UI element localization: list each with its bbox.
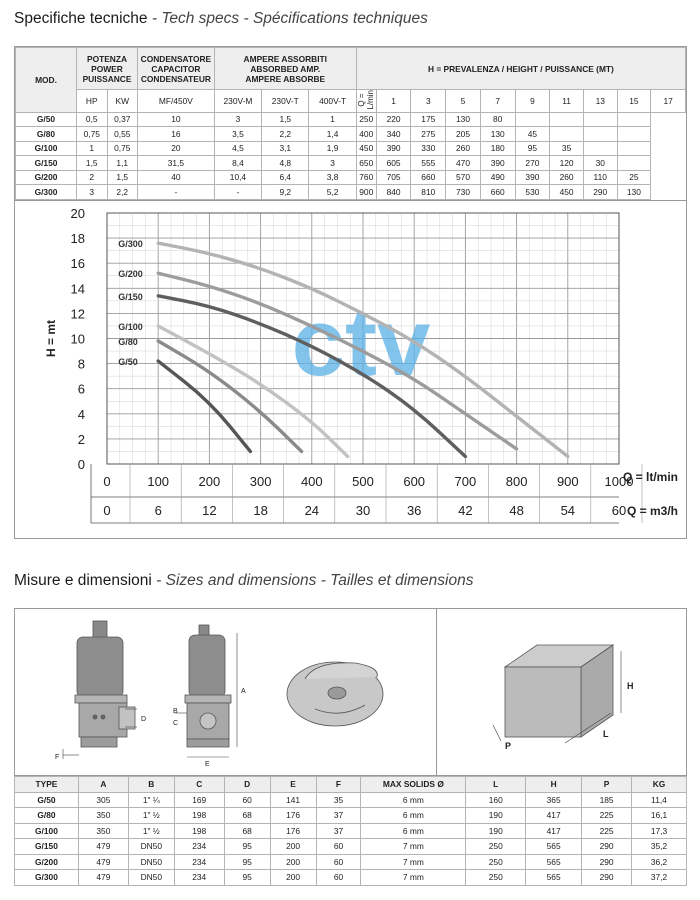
x-tick-lmin: 500 xyxy=(352,474,374,489)
flow-cell: 570 xyxy=(446,170,481,185)
capacitor-header-en: CAPACITOR xyxy=(151,63,201,74)
head-value-header: 3 xyxy=(411,90,446,113)
dim-header-cell: TYPE xyxy=(15,777,79,793)
dim-value-cell: 60 xyxy=(316,854,361,870)
dim-value-cell: 200 xyxy=(270,870,316,886)
model-cell: G/200 xyxy=(16,170,77,185)
a230m-cell: 4,5 xyxy=(214,141,261,156)
flow-cell: 80 xyxy=(480,112,515,127)
dim-header-cell: MAX SOLIDS Ø xyxy=(361,777,466,793)
flow-cell xyxy=(515,112,550,127)
dim-value-cell: 11,4 xyxy=(632,792,687,808)
dim-value-cell: 250 xyxy=(466,839,526,855)
x-tick-m3h: 42 xyxy=(458,503,473,518)
hp-cell: 2 xyxy=(77,170,108,185)
mf-cell: 16 xyxy=(138,127,215,142)
dim-value-cell: 234 xyxy=(174,839,224,855)
ampere-header-en: ABSORBED AMP. xyxy=(250,63,321,74)
dim-type-cell: G/50 xyxy=(15,792,79,808)
dim-header-cell: H xyxy=(526,777,582,793)
dim-value-cell: 365 xyxy=(526,792,582,808)
flow-cell: 175 xyxy=(411,112,446,127)
a400t-cell: 1,4 xyxy=(309,127,356,142)
q-axis-label: Q = L/min xyxy=(357,90,376,110)
dim-section-title xyxy=(14,572,473,590)
dim-label-e: E xyxy=(205,761,210,768)
a400t-subheader: 400V-T xyxy=(309,90,356,113)
capacitor-header-fr: CONDENSATEUR xyxy=(140,73,211,84)
dim-value-cell: 37 xyxy=(316,823,361,839)
head-value-header: 17 xyxy=(651,90,686,113)
dim-value-cell: 479 xyxy=(78,870,128,886)
capacitor-header xyxy=(138,48,215,90)
dim-value-cell: 95 xyxy=(224,854,270,870)
dim-value-cell: 68 xyxy=(224,823,270,839)
a230t-subheader: 230V-T xyxy=(262,90,309,113)
spec-title-main: Specifiche tecniche xyxy=(14,10,148,27)
dim-value-cell: 200 xyxy=(270,839,316,855)
head-value-header: 9 xyxy=(515,90,550,113)
dim-row xyxy=(15,823,687,839)
dim-table-frame xyxy=(14,776,687,886)
flow-cell: 275 xyxy=(411,127,446,142)
dim-value-cell: 60 xyxy=(224,792,270,808)
model-cell: G/150 xyxy=(16,156,77,171)
dim-value-cell: 95 xyxy=(224,870,270,886)
dim-value-cell: 176 xyxy=(270,823,316,839)
dim-value-cell: 234 xyxy=(174,854,224,870)
model-cell: G/50 xyxy=(16,112,77,127)
a400t-cell: 1,9 xyxy=(309,141,356,156)
x-tick-m3h: 12 xyxy=(202,503,217,518)
series-label: G/200 xyxy=(118,269,143,280)
flow-cell: 130 xyxy=(617,185,651,200)
dim-value-cell: 68 xyxy=(224,808,270,824)
flow-cell: 470 xyxy=(446,156,481,171)
flow-cell: 900 xyxy=(356,185,376,200)
dim-value-cell: 1" ½ xyxy=(128,808,174,824)
dim-title-main: Misure e dimensioni xyxy=(14,572,152,589)
flow-cell: 180 xyxy=(480,141,515,156)
dim-value-cell: 290 xyxy=(582,839,632,855)
capacitor-header-it: CONDENSATORE xyxy=(140,53,212,64)
flow-cell: 660 xyxy=(411,170,446,185)
hp-cell: 3 xyxy=(77,185,108,200)
dim-header-cell: F xyxy=(316,777,361,793)
dim-value-cell: 290 xyxy=(582,854,632,870)
flow-cell: 120 xyxy=(550,156,584,171)
dim-value-cell: 350 xyxy=(78,823,128,839)
dim-type-cell: G/100 xyxy=(15,823,79,839)
dim-header-cell: E xyxy=(270,777,316,793)
dim-value-cell: 60 xyxy=(316,870,361,886)
model-cell: G/300 xyxy=(16,185,77,200)
dim-value-cell: 417 xyxy=(526,808,582,824)
spec-row xyxy=(16,141,686,156)
dim-value-cell: 6 mm xyxy=(361,808,466,824)
dim-value-cell: 16,1 xyxy=(632,808,687,824)
dim-row xyxy=(15,839,687,855)
flow-cell: 730 xyxy=(446,185,481,200)
flow-cell: 330 xyxy=(411,141,446,156)
performance-chart-frame xyxy=(14,193,687,539)
x-tick-m3h: 24 xyxy=(304,503,320,518)
mf-cell: 31,5 xyxy=(138,156,215,171)
dim-value-cell: 250 xyxy=(466,854,526,870)
dim-value-cell: 7 mm xyxy=(361,854,466,870)
dim-value-cell: 35,2 xyxy=(632,839,687,855)
dim-header-cell: B xyxy=(128,777,174,793)
dim-row xyxy=(15,854,687,870)
spec-section-title xyxy=(14,10,428,28)
model-cell: G/80 xyxy=(16,127,77,142)
dim-header-cell: D xyxy=(224,777,270,793)
spec-table-frame xyxy=(14,46,687,201)
flow-cell xyxy=(550,112,584,127)
flow-cell: 270 xyxy=(515,156,550,171)
a230t-cell: 2,2 xyxy=(262,127,309,142)
dim-header-cell: C xyxy=(174,777,224,793)
flow-cell: 555 xyxy=(411,156,446,171)
dim-value-cell: 565 xyxy=(526,854,582,870)
dim-title-sub: - Sizes and dimensions - Tailles et dimensions xyxy=(151,572,474,589)
flow-cell xyxy=(583,141,617,156)
power-header-fr: PUISSANCE xyxy=(82,73,132,84)
dim-value-cell: 350 xyxy=(78,808,128,824)
mf-subheader: MF/450V xyxy=(138,90,215,113)
x-tick-m3h: 0 xyxy=(103,503,111,518)
power-header-en: POWER xyxy=(91,63,123,74)
flow-cell xyxy=(617,127,651,142)
a230m-cell: - xyxy=(214,185,261,200)
flow-cell xyxy=(583,127,617,142)
flow-cell: 95 xyxy=(515,141,550,156)
flow-cell: 290 xyxy=(583,185,617,200)
head-value-header: 15 xyxy=(617,90,651,113)
spec-table xyxy=(15,47,686,200)
kw-cell: 0,37 xyxy=(107,112,138,127)
flow-cell: 110 xyxy=(583,170,617,185)
x-tick-m3h: 54 xyxy=(560,503,576,518)
q-axis-cell xyxy=(356,90,376,113)
a230t-cell: 9,2 xyxy=(262,185,309,200)
drawings-svg xyxy=(15,609,686,775)
a230m-cell: 3 xyxy=(214,112,261,127)
dim-value-cell: DN50 xyxy=(128,839,174,855)
dim-value-cell: 95 xyxy=(224,839,270,855)
x-tick-lmin: 100 xyxy=(147,474,170,489)
spec-title-sub: - Tech specs - Spécifications techniques xyxy=(147,10,428,27)
dim-value-cell: 160 xyxy=(466,792,526,808)
flow-cell: 605 xyxy=(376,156,411,171)
x-tick-m3h: 36 xyxy=(406,503,422,518)
flow-cell: 650 xyxy=(356,156,376,171)
x-axis-label-lmin: Q = lt/min xyxy=(622,470,678,484)
a230m-cell: 8,4 xyxy=(214,156,261,171)
dim-value-cell: 565 xyxy=(526,870,582,886)
x-tick-m3h: 60 xyxy=(611,503,627,518)
mf-cell: 20 xyxy=(138,141,215,156)
packaging-box xyxy=(505,645,613,737)
a230t-cell: 3,1 xyxy=(262,141,309,156)
y-tick-label: 12 xyxy=(70,306,85,322)
dim-value-cell: 225 xyxy=(582,808,632,824)
dim-row xyxy=(15,870,687,886)
dim-type-cell: G/200 xyxy=(15,854,79,870)
spec-row xyxy=(16,127,686,142)
x-tick-lmin: 200 xyxy=(198,474,221,489)
head-value-header: 13 xyxy=(583,90,617,113)
flow-cell: 760 xyxy=(356,170,376,185)
a230t-cell: 6,4 xyxy=(262,170,309,185)
dim-label-c: C xyxy=(173,720,179,727)
a400t-cell: 5,2 xyxy=(309,185,356,200)
x-axis-label-m3h: Q = m3/h xyxy=(626,504,678,518)
series-label: G/150 xyxy=(118,291,143,302)
dim-value-cell: 141 xyxy=(270,792,316,808)
dim-header-row xyxy=(15,777,687,793)
dim-value-cell: 1" ½ xyxy=(128,823,174,839)
flow-cell: 810 xyxy=(411,185,446,200)
dim-header-cell: A xyxy=(78,777,128,793)
spec-row xyxy=(16,170,686,185)
dim-value-cell: 6 mm xyxy=(361,792,466,808)
dim-type-cell: G/80 xyxy=(15,808,79,824)
dim-value-cell: 290 xyxy=(582,870,632,886)
head-header: H = PREVALENZA / HEIGHT / PUISSANCE (MT) xyxy=(356,48,685,90)
flow-cell: 205 xyxy=(446,127,481,142)
x-tick-m3h: 6 xyxy=(154,503,162,518)
flow-cell: 705 xyxy=(376,170,411,185)
x-tick-lmin: 0 xyxy=(103,474,111,489)
flow-cell: 35 xyxy=(550,141,584,156)
flow-cell: 130 xyxy=(480,127,515,142)
dim-value-cell: 198 xyxy=(174,823,224,839)
a400t-cell: 3 xyxy=(309,156,356,171)
flow-cell: 660 xyxy=(480,185,515,200)
kw-cell: 2,2 xyxy=(107,185,138,200)
spec-subheader-row xyxy=(16,90,686,113)
x-tick-lmin: 300 xyxy=(249,474,272,489)
ampere-header-it: AMPERE ASSORBITI xyxy=(243,53,327,64)
dim-value-cell: 176 xyxy=(270,808,316,824)
head-value-header: 7 xyxy=(480,90,515,113)
flow-cell: 30 xyxy=(583,156,617,171)
y-tick-label: 20 xyxy=(70,206,85,221)
dim-value-cell: 200 xyxy=(270,854,316,870)
flow-cell xyxy=(583,112,617,127)
impeller-drawing xyxy=(287,662,383,726)
kw-cell: 1,5 xyxy=(107,170,138,185)
dim-value-cell: 35 xyxy=(316,792,361,808)
flow-cell: 450 xyxy=(356,141,376,156)
flow-cell: 220 xyxy=(376,112,411,127)
dim-value-cell: 185 xyxy=(582,792,632,808)
dim-value-cell: DN50 xyxy=(128,870,174,886)
flow-cell xyxy=(617,112,651,127)
curve-g50 xyxy=(158,361,250,451)
watermark-logo: ctv xyxy=(291,289,431,396)
y-tick-label: 8 xyxy=(77,356,85,372)
spec-row xyxy=(16,112,686,127)
hp-cell: 1,5 xyxy=(77,156,108,171)
box-label-l: L xyxy=(603,729,609,739)
dim-header-cell: KG xyxy=(632,777,687,793)
dim-value-cell: 234 xyxy=(174,870,224,886)
ampere-header xyxy=(214,48,356,90)
series-label: G/80 xyxy=(118,337,138,348)
box-label-p: P xyxy=(505,741,512,751)
head-value-header: 1 xyxy=(376,90,411,113)
flow-cell: 25 xyxy=(617,170,651,185)
dim-value-cell: 479 xyxy=(78,839,128,855)
dim-header-cell: L xyxy=(466,777,526,793)
flow-cell: 400 xyxy=(356,127,376,142)
dim-value-cell: 565 xyxy=(526,839,582,855)
flow-cell: 260 xyxy=(550,170,584,185)
mf-cell: 10 xyxy=(138,112,215,127)
y-tick-label: 6 xyxy=(77,381,85,397)
flow-cell: 45 xyxy=(515,127,550,142)
flow-cell: 450 xyxy=(550,185,584,200)
head-value-header: 5 xyxy=(446,90,481,113)
dim-value-cell: 7 mm xyxy=(361,870,466,886)
dim-value-cell: DN50 xyxy=(128,854,174,870)
dim-value-cell: 36,2 xyxy=(632,854,687,870)
dim-value-cell: 225 xyxy=(582,823,632,839)
y-tick-label: 10 xyxy=(70,331,85,347)
pump-front-view xyxy=(75,621,135,747)
x-tick-lmin: 600 xyxy=(403,474,426,489)
x-tick-lmin: 1000 xyxy=(604,474,634,489)
kw-cell: 1,1 xyxy=(107,156,138,171)
flow-cell: 530 xyxy=(515,185,550,200)
flow-cell: 390 xyxy=(480,156,515,171)
dim-type-cell: G/150 xyxy=(15,839,79,855)
x-tick-lmin: 900 xyxy=(556,474,579,489)
series-label: G/50 xyxy=(118,357,138,368)
dim-label-b: B xyxy=(173,708,178,715)
dimension-drawings xyxy=(14,608,687,776)
flow-cell: 340 xyxy=(376,127,411,142)
flow-cell: 260 xyxy=(446,141,481,156)
dim-value-cell: 169 xyxy=(174,792,224,808)
hp-subheader: HP xyxy=(77,90,108,113)
model-cell: G/100 xyxy=(16,141,77,156)
power-header xyxy=(77,48,138,90)
kw-cell: 0,55 xyxy=(107,127,138,142)
dim-header-cell: P xyxy=(582,777,632,793)
flow-cell: 390 xyxy=(376,141,411,156)
y-tick-label: 4 xyxy=(77,406,85,422)
flow-cell: 390 xyxy=(515,170,550,185)
box-label-h: H xyxy=(627,681,634,691)
y-tick-label: 16 xyxy=(70,256,85,272)
series-label: G/100 xyxy=(118,321,143,332)
dim-value-cell: 60 xyxy=(316,839,361,855)
a230m-subheader: 230V-M xyxy=(214,90,261,113)
y-tick-label: 2 xyxy=(77,431,85,447)
dim-value-cell: 6 mm xyxy=(361,823,466,839)
y-tick-label: 0 xyxy=(77,457,85,472)
flow-cell: 490 xyxy=(480,170,515,185)
flow-cell xyxy=(550,127,584,142)
mod-header: MOD. xyxy=(16,48,77,113)
head-value-header: 11 xyxy=(550,90,584,113)
hp-cell: 0,5 xyxy=(77,112,108,127)
spec-row xyxy=(16,156,686,171)
x-tick-m3h: 18 xyxy=(253,503,268,518)
a230t-cell: 4,8 xyxy=(262,156,309,171)
performance-chart xyxy=(15,193,686,538)
a400t-cell: 1 xyxy=(309,112,356,127)
flow-cell: 250 xyxy=(356,112,376,127)
dim-value-cell: 250 xyxy=(466,870,526,886)
series-label: G/300 xyxy=(118,239,143,250)
a230m-cell: 3,5 xyxy=(214,127,261,142)
dim-value-cell: 17,3 xyxy=(632,823,687,839)
flow-cell xyxy=(617,141,651,156)
flow-cell: 840 xyxy=(376,185,411,200)
dim-row xyxy=(15,808,687,824)
dim-value-cell: 37,2 xyxy=(632,870,687,886)
x-tick-lmin: 400 xyxy=(300,474,323,489)
pump-side-view xyxy=(185,625,231,747)
mf-cell: 40 xyxy=(138,170,215,185)
dim-value-cell: 417 xyxy=(526,823,582,839)
dim-value-cell: 1" ¼ xyxy=(128,792,174,808)
x-tick-m3h: 48 xyxy=(509,503,524,518)
hp-cell: 1 xyxy=(77,141,108,156)
y-tick-label: 18 xyxy=(70,231,85,247)
dim-value-cell: 305 xyxy=(78,792,128,808)
dim-value-cell: 190 xyxy=(466,823,526,839)
hp-cell: 0,75 xyxy=(77,127,108,142)
dim-type-cell: G/300 xyxy=(15,870,79,886)
y-tick-label: 14 xyxy=(70,281,85,297)
x-tick-lmin: 700 xyxy=(454,474,477,489)
power-header-it: POTENZA xyxy=(86,53,127,64)
dim-label-a: A xyxy=(241,688,246,695)
flow-cell: 130 xyxy=(446,112,481,127)
dim-value-cell: 198 xyxy=(174,808,224,824)
a230m-cell: 10,4 xyxy=(214,170,261,185)
ampere-header-fr: AMPERE ABSORBE xyxy=(245,73,326,84)
y-axis-label: H = mt xyxy=(44,319,58,358)
dim-label-d: D xyxy=(141,716,147,723)
x-tick-m3h: 30 xyxy=(355,503,371,518)
a230t-cell: 1,5 xyxy=(262,112,309,127)
dim-value-cell: 37 xyxy=(316,808,361,824)
x-tick-lmin: 800 xyxy=(505,474,528,489)
kw-cell: 0,75 xyxy=(107,141,138,156)
a400t-cell: 3,8 xyxy=(309,170,356,185)
flow-cell xyxy=(617,156,651,171)
dim-label-f: F xyxy=(55,754,60,761)
dim-value-cell: 7 mm xyxy=(361,839,466,855)
mf-cell: - xyxy=(138,185,215,200)
dimensions-table xyxy=(14,776,687,886)
kw-subheader: KW xyxy=(107,90,138,113)
dim-value-cell: 190 xyxy=(466,808,526,824)
dim-value-cell: 479 xyxy=(78,854,128,870)
dim-row xyxy=(15,792,687,808)
